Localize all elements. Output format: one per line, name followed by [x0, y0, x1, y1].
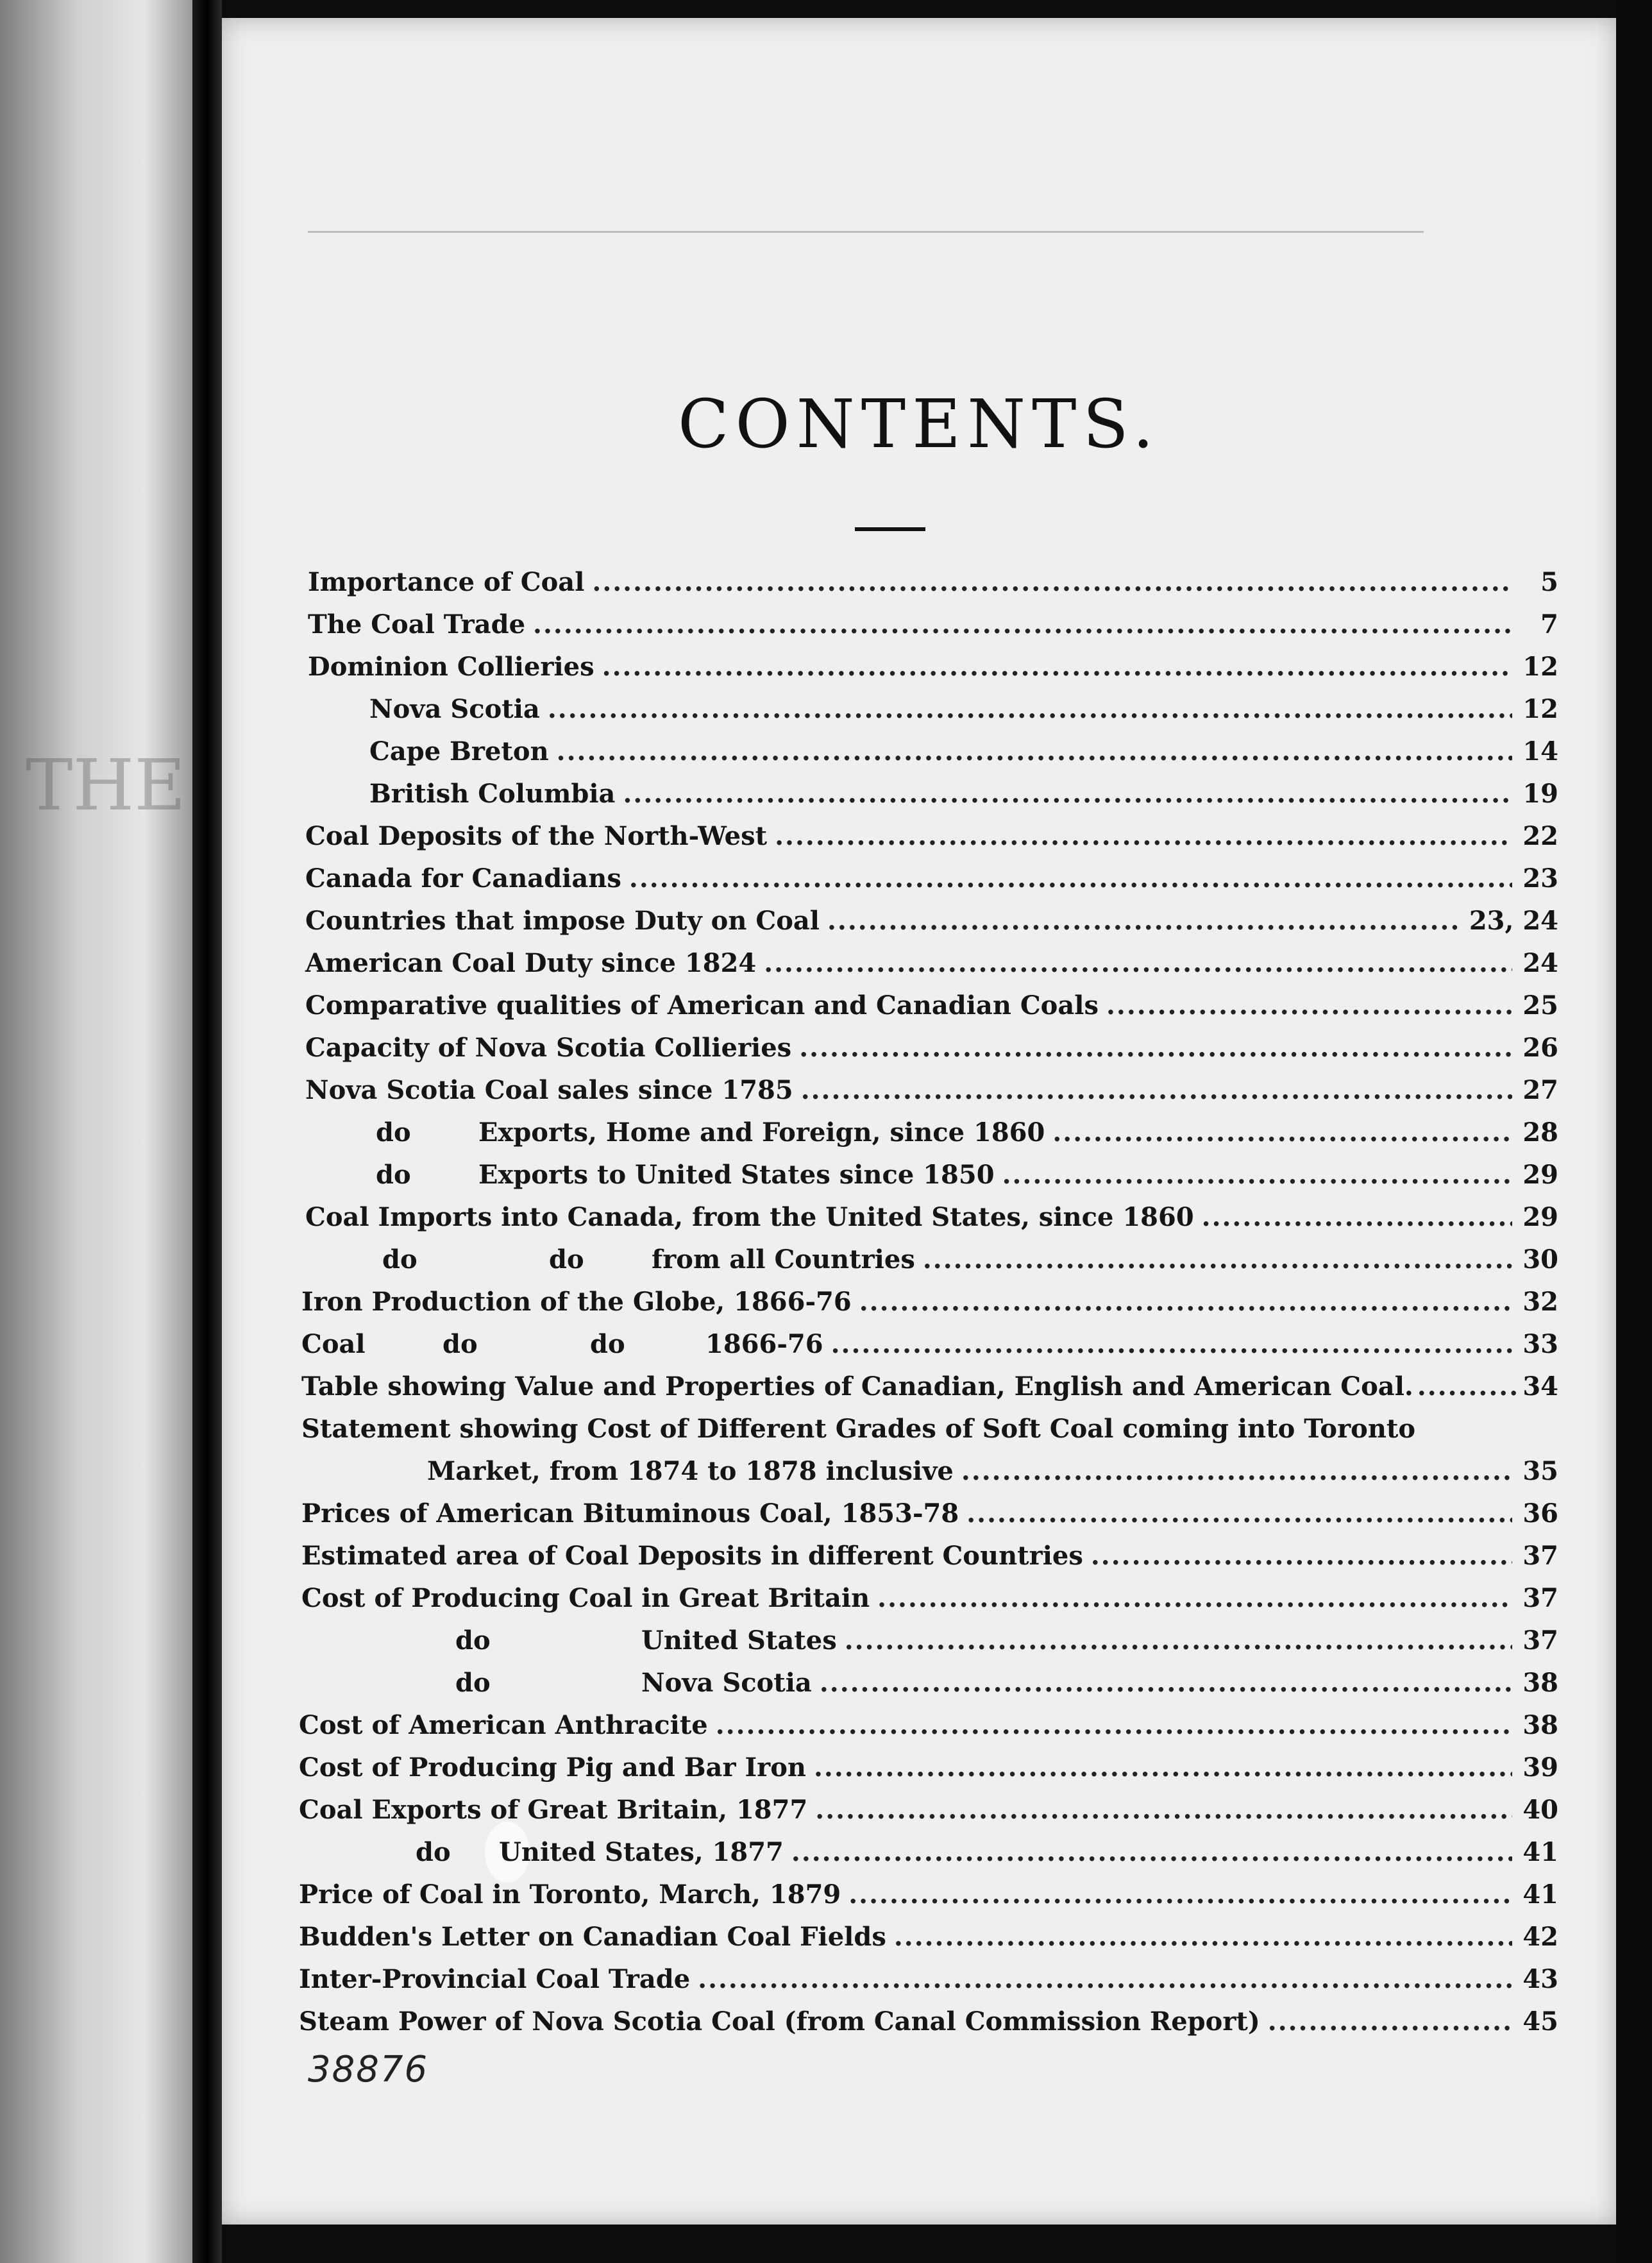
toc-entry-title: Comparative qualities of American and Canadian Coals [305, 990, 1099, 1021]
toc-entry-title: Prices of American Bituminous Coal, 1853-78 [301, 1498, 959, 1529]
toc-entry [305, 906, 1558, 944]
dot-leader [894, 1922, 1512, 1952]
toc-entry-page: 42 [1522, 1922, 1558, 1952]
ditto-mark: do [416, 1837, 451, 1867]
toc-entry-page: 29 [1522, 1202, 1558, 1232]
dot-leader [877, 1583, 1512, 1613]
toc-entry-title: United States, 1877 [499, 1837, 784, 1867]
toc-entry-title: Budden's Letter on Canadian Coal Fields [299, 1922, 886, 1952]
toc-entry-page: 43 [1522, 1964, 1558, 1994]
toc-entry-title: Exports, Home and Foreign, since 1860 [478, 1117, 1045, 1148]
dot-leader [629, 863, 1512, 894]
dot-leader [827, 906, 1462, 936]
toc-entry-page: 19 [1522, 779, 1558, 809]
dot-leader [623, 779, 1512, 809]
toc-entry [299, 1795, 1558, 1833]
toc-entry-title: Iron Production of the Globe, 1866-76 [301, 1287, 852, 1317]
toc-entry-title: Dominion Collieries [308, 652, 594, 682]
ditto-mark: do [376, 1117, 411, 1148]
dot-leader [1106, 990, 1512, 1021]
toc-entry-title: American Coal Duty since 1824 [305, 948, 757, 978]
toc-entry [305, 1075, 1558, 1114]
dot-leader [966, 1498, 1512, 1529]
toc-entry [299, 1752, 1558, 1791]
toc-entry-title: Statement showing Cost of Different Grades of Soft Coal coming into Toronto [301, 1414, 1416, 1444]
toc-entry-title: Coal Deposits of the North-West [305, 821, 768, 851]
toc-entry-title: Steam Power of Nova Scotia Coal (from Canal Commission Report) [299, 2006, 1260, 2037]
toc-entry-title: Capacity of Nova Scotia Collieries [305, 1033, 792, 1063]
toc-entry-title: Estimated area of Coal Deposits in different Countries [301, 1541, 1083, 1571]
toc-entry-page: 34 [1522, 1371, 1558, 1402]
dot-leader [764, 948, 1512, 978]
toc-entry [305, 821, 1558, 860]
toc-entry-page: 32 [1522, 1287, 1558, 1317]
toc-entry-title: Price of Coal in Toronto, March, 1879 [299, 1879, 841, 1910]
table-of-contents [222, 18, 1616, 2225]
dot-leader [801, 1075, 1512, 1105]
toc-entry-page: 23 [1522, 863, 1558, 894]
dot-leader [548, 694, 1512, 724]
dot-leader [557, 736, 1512, 767]
dot-leader [592, 567, 1512, 597]
toc-entry-page: 22 [1522, 821, 1558, 851]
toc-entry-title: Nova Scotia [369, 694, 540, 724]
toc-entry [299, 1964, 1558, 2003]
toc-entry-title: Coal Exports of Great Britain, 1877 [299, 1795, 808, 1825]
toc-entry-page: 33 [1522, 1329, 1558, 1359]
ditto-mark: do [376, 1160, 411, 1190]
toc-entry [301, 1414, 1558, 1452]
toc-entry-page: 12 [1522, 652, 1558, 682]
toc-entry [308, 609, 1558, 648]
ditto-mark: do [549, 1244, 584, 1275]
toc-entry-page: 14 [1522, 736, 1558, 767]
toc-entry-page: 45 [1522, 2006, 1558, 2037]
toc-entry [301, 1371, 1558, 1410]
toc-entry [301, 1583, 1558, 1622]
dot-leader [1268, 2006, 1512, 2037]
toc-entry-page: 29 [1522, 1160, 1558, 1190]
dot-leader [533, 609, 1512, 640]
toc-entry-page: 7 [1540, 609, 1558, 640]
toc-entry-title: Canada for Canadians [305, 863, 621, 894]
dot-leader [799, 1033, 1512, 1063]
facing-page-bleed: THE [26, 744, 186, 826]
toc-entry-page: 35 [1522, 1456, 1558, 1486]
toc-entry [299, 1922, 1558, 1960]
dot-leader [716, 1710, 1512, 1740]
toc-entry-page: 37 [1522, 1541, 1558, 1571]
toc-entry-title: Coal [301, 1329, 366, 1359]
dot-leader [791, 1837, 1512, 1867]
toc-entry-title: Importance of Coal [308, 567, 585, 597]
toc-entry-title: Cost of Producing Coal in Great Britain [301, 1583, 870, 1613]
toc-entry-page: 38 [1522, 1710, 1558, 1740]
dot-leader [1202, 1202, 1512, 1232]
toc-entry [455, 1625, 1558, 1664]
toc-entry-title: Countries that impose Duty on Coal [305, 906, 820, 936]
toc-entry [382, 1244, 1558, 1283]
toc-entry [369, 694, 1558, 733]
toc-entry [301, 1287, 1558, 1325]
dot-leader [1052, 1117, 1512, 1148]
toc-entry [369, 736, 1558, 775]
toc-entry-page: 41 [1522, 1837, 1558, 1867]
toc-entry [455, 1668, 1558, 1706]
scan-border [1616, 0, 1652, 2263]
toc-entry-title: Nova Scotia Coal sales since 1785 [305, 1075, 793, 1105]
toc-entry-page: 12 [1522, 694, 1558, 724]
toc-entry [299, 1879, 1558, 1918]
toc-entry-page: 39 [1522, 1752, 1558, 1783]
dot-leader [814, 1752, 1512, 1783]
toc-entry [305, 948, 1558, 987]
toc-entry-title: Exports to United States since 1850 [478, 1160, 995, 1190]
toc-entry-page: 25 [1522, 990, 1558, 1021]
toc-entry [427, 1456, 1558, 1495]
ditto-mark: do [455, 1668, 491, 1698]
toc-entry-title: Table showing Value and Properties of Canadian, English and American Coal. [301, 1371, 1413, 1402]
toc-entry-title: Cost of American Anthracite [299, 1710, 708, 1740]
toc-entry-page: 37 [1522, 1625, 1558, 1656]
toc-entry-title: Cost of Producing Pig and Bar Iron [299, 1752, 806, 1783]
toc-entry-title: The Coal Trade [308, 609, 526, 640]
facing-page [0, 0, 192, 2263]
toc-entry [308, 652, 1558, 690]
toc-entry [305, 990, 1558, 1029]
toc-entry-page: 23, 24 [1469, 906, 1558, 936]
toc-entry-year: 1866-76 [705, 1329, 823, 1359]
dot-leader [848, 1879, 1512, 1910]
dot-leader [831, 1329, 1512, 1359]
toc-entry-title: Inter-Provincial Coal Trade [299, 1964, 691, 1994]
toc-entry-page: 30 [1522, 1244, 1558, 1275]
dot-leader [1091, 1541, 1512, 1571]
toc-entry [305, 1202, 1558, 1241]
toc-entry [301, 1541, 1558, 1579]
toc-entry-page: 36 [1522, 1498, 1558, 1529]
toc-entry-title: Cape Breton [369, 736, 549, 767]
dot-leader [1002, 1160, 1512, 1190]
dot-leader [923, 1244, 1512, 1275]
toc-entry-title: British Columbia [369, 779, 616, 809]
dot-leader [815, 1795, 1512, 1825]
toc-entry-page: 37 [1522, 1583, 1558, 1613]
toc-entry-title: Nova Scotia [641, 1668, 812, 1698]
toc-entry-page: 40 [1522, 1795, 1558, 1825]
dot-leader [859, 1287, 1512, 1317]
toc-entry-page: 28 [1522, 1117, 1558, 1148]
dot-leader [602, 652, 1512, 682]
dot-leader [961, 1456, 1512, 1486]
toc-entry-page: 27 [1522, 1075, 1558, 1105]
toc-entry-title: from all Countries [652, 1244, 915, 1275]
ditto-mark: do [382, 1244, 417, 1275]
toc-entry-page: 24 [1522, 948, 1558, 978]
ditto-mark: do [455, 1625, 491, 1656]
toc-entry-page: 41 [1522, 1879, 1558, 1910]
toc-entry [301, 1498, 1558, 1537]
toc-entry-page: 26 [1522, 1033, 1558, 1063]
toc-entry [376, 1117, 1558, 1156]
toc-entry-title: Coal Imports into Canada, from the United States, since 1860 [305, 1202, 1194, 1232]
toc-entry-page: 38 [1522, 1668, 1558, 1698]
book-gutter [192, 0, 222, 2263]
dot-leader [845, 1625, 1512, 1656]
toc-entry [299, 1710, 1558, 1749]
toc-entry [305, 863, 1558, 902]
toc-entry-page: 5 [1540, 567, 1558, 597]
handwritten-accession-number: 38876 [308, 2049, 429, 2090]
dot-leader [1417, 1371, 1516, 1402]
toc-entry [299, 2006, 1558, 2045]
page-title: CONTENTS. [677, 385, 1161, 463]
toc-entry [376, 1160, 1558, 1198]
toc-entry [301, 1329, 1558, 1368]
dot-leader [820, 1668, 1512, 1698]
toc-entry [308, 567, 1558, 606]
toc-entry [305, 1033, 1558, 1071]
toc-entry [369, 779, 1558, 817]
dot-leader [698, 1964, 1512, 1994]
dot-leader [775, 821, 1512, 851]
toc-entry-title: Market, from 1874 to 1878 inclusive [427, 1456, 954, 1486]
ditto-mark: do [590, 1329, 625, 1359]
ditto-mark: do [442, 1329, 478, 1359]
contents-page [222, 18, 1616, 2225]
toc-entry [416, 1837, 1558, 1876]
toc-entry-title: United States [641, 1625, 837, 1656]
